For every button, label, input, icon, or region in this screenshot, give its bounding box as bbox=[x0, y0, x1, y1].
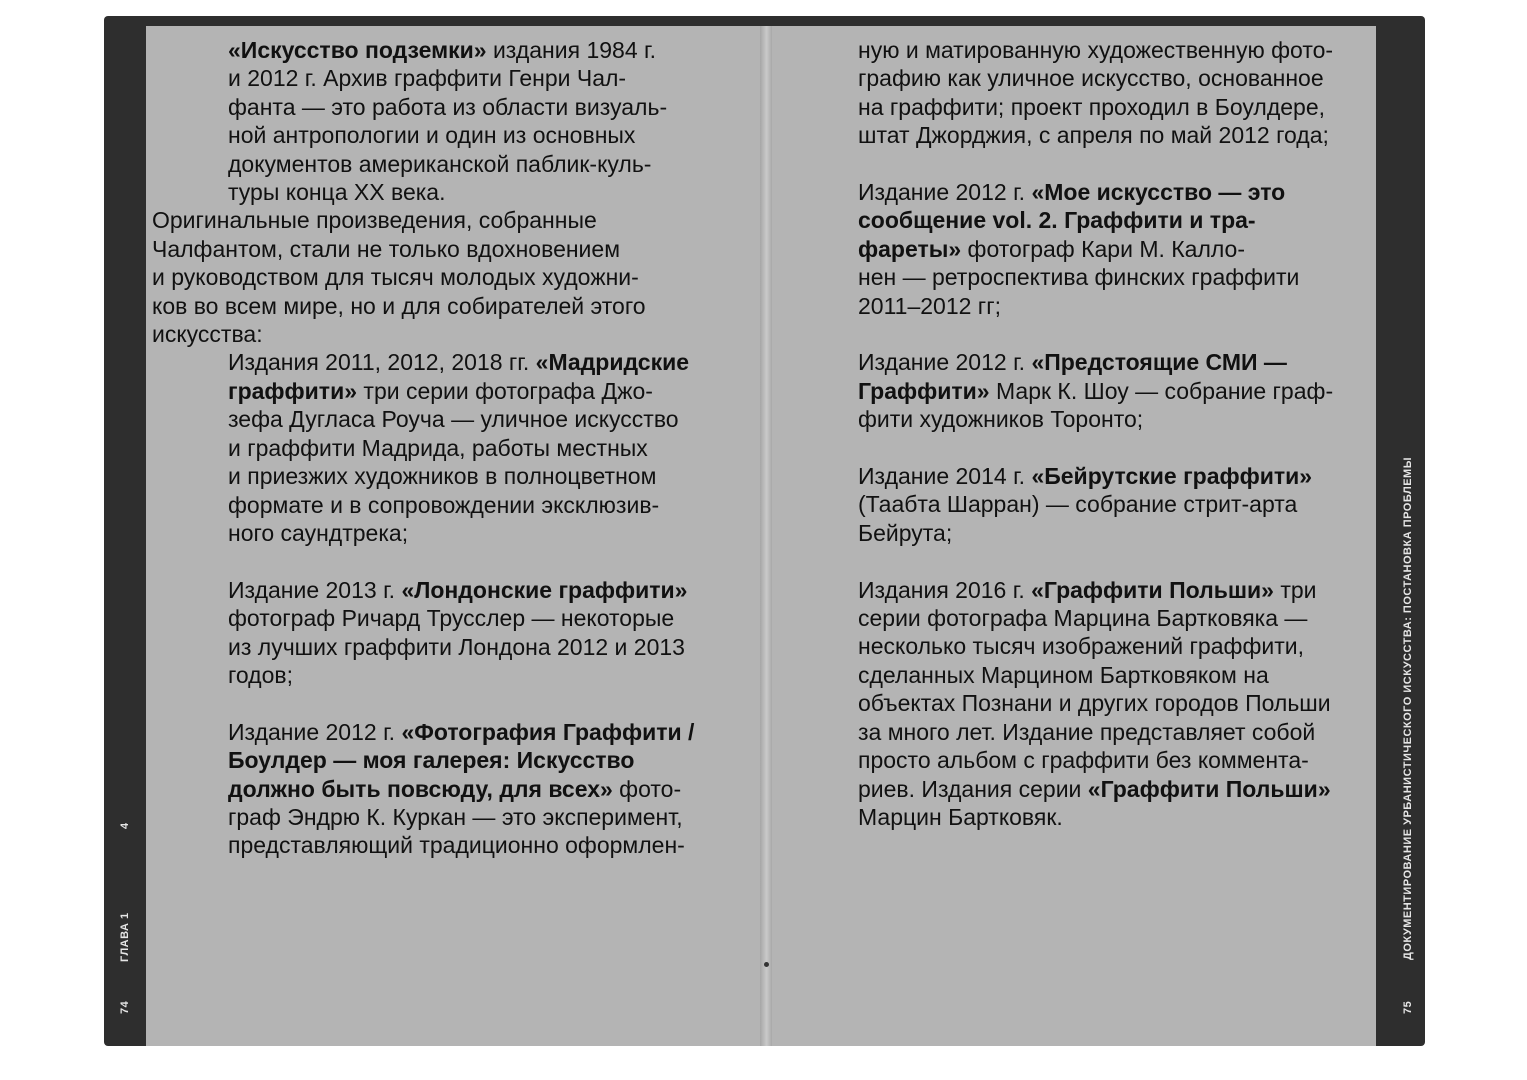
text-run: ной антропологии и один из основных bbox=[228, 122, 636, 149]
text-line bbox=[858, 150, 1373, 178]
text-line bbox=[858, 320, 1373, 348]
right-page-text bbox=[858, 36, 1373, 831]
text-line bbox=[152, 178, 752, 206]
text-run: Марцин Бартковяк. bbox=[858, 803, 1063, 830]
text-run: Издание 2012 г. bbox=[858, 179, 1032, 206]
text-line bbox=[152, 519, 752, 547]
text-line bbox=[858, 746, 1373, 774]
text-run: штат Джорджия, с апреля по май 2012 года; bbox=[858, 122, 1329, 149]
left-page-text bbox=[152, 36, 752, 860]
text-line bbox=[858, 348, 1373, 376]
bold-title: Граффити» bbox=[858, 377, 990, 404]
text-line bbox=[152, 604, 752, 632]
text-run: документов американской паблик-куль- bbox=[228, 150, 652, 177]
bold-title: «Граффити Польши» bbox=[1031, 576, 1274, 603]
text-line bbox=[858, 632, 1373, 660]
text-line bbox=[152, 633, 752, 661]
text-run: три bbox=[1273, 576, 1317, 603]
text-run: Издание 2012 г. bbox=[228, 718, 402, 745]
text-run: ков во всем мире, но и для собирателей этого bbox=[152, 292, 646, 319]
text-run: Издание 2014 г. bbox=[858, 463, 1032, 490]
text-line bbox=[858, 547, 1373, 575]
text-line bbox=[152, 263, 752, 291]
text-line bbox=[152, 292, 752, 320]
bold-title: «Лондонские граффити» bbox=[401, 576, 688, 603]
text-line bbox=[152, 36, 752, 64]
text-line bbox=[858, 405, 1373, 433]
text-line bbox=[858, 292, 1373, 320]
text-run: и руководством для тысяч молодых художни- bbox=[152, 264, 639, 291]
text-line bbox=[152, 689, 752, 717]
text-run: ного саундтрека; bbox=[228, 519, 409, 546]
text-run: Издание 2012 г. bbox=[858, 349, 1032, 376]
text-line bbox=[858, 121, 1373, 149]
text-line bbox=[858, 604, 1373, 632]
text-run: фотограф Кари М. Калло- bbox=[961, 235, 1246, 262]
text-run: искусства: bbox=[152, 321, 263, 348]
text-line bbox=[152, 746, 752, 774]
text-run: за много лет. Издание представляет собой bbox=[858, 718, 1316, 745]
text-run: годов; bbox=[228, 661, 293, 688]
text-line bbox=[858, 490, 1373, 518]
bold-title: Боулдер — моя галерея: Искусство bbox=[228, 747, 635, 774]
text-run: Чалфантом, стали не только вдохновением bbox=[152, 235, 621, 262]
bold-title: граффити» bbox=[228, 377, 358, 404]
text-run: из лучших граффити Лондона 2012 и 2013 bbox=[228, 633, 685, 660]
text-run: фити художников Торонто; bbox=[858, 406, 1144, 433]
right-page-number: 75 bbox=[1402, 1000, 1414, 1014]
text-run: Издания 2011, 2012, 2018 гг. bbox=[228, 349, 536, 376]
text-line bbox=[152, 718, 752, 746]
text-run: туры конца XX века. bbox=[228, 179, 446, 206]
text-line bbox=[152, 462, 752, 490]
chapter-label: ГЛАВА 1 bbox=[119, 912, 131, 962]
running-head: ДОКУМЕНТИРОВАНИЕ УРБАНИСТИЧЕСКОГО ИСКУССТВА: ПОСТАНОВКА ПРОБЛЕМЫ bbox=[1402, 457, 1414, 960]
bold-title: «Мое искусство — это bbox=[1031, 179, 1286, 206]
text-run: Оригинальные произведения, собранные bbox=[152, 207, 597, 234]
text-run: 2011–2012 гг; bbox=[858, 292, 1001, 319]
text-line bbox=[858, 434, 1373, 462]
text-run: и приезжих художников в полноцветном bbox=[228, 463, 657, 490]
text-run: риев. Издания серии bbox=[858, 775, 1088, 802]
text-line bbox=[858, 661, 1373, 689]
text-run: фанта — это работа из области визуаль- bbox=[228, 93, 668, 120]
text-run: нен — ретроспектива финских граффити bbox=[858, 264, 1300, 291]
text-line bbox=[152, 831, 752, 859]
bold-title: должно быть повсюду, для всех» bbox=[228, 775, 613, 802]
text-line bbox=[152, 235, 752, 263]
text-run: Марк К. Шоу — собрание граф- bbox=[989, 377, 1334, 404]
bold-title: «Искусство подземки» bbox=[228, 37, 487, 63]
text-line bbox=[858, 803, 1373, 831]
text-line bbox=[858, 462, 1373, 490]
bold-title: сообщение vol. 2. Граффити и тра- bbox=[858, 207, 1256, 234]
section-number: 4 bbox=[119, 822, 131, 829]
text-line bbox=[152, 576, 752, 604]
text-line bbox=[858, 377, 1373, 405]
text-line bbox=[858, 36, 1373, 64]
text-line bbox=[152, 64, 752, 92]
text-line bbox=[152, 434, 752, 462]
text-line bbox=[858, 718, 1373, 746]
text-line bbox=[858, 689, 1373, 717]
text-run: издания 1984 г. bbox=[486, 37, 656, 63]
bold-title: «Мадридские bbox=[535, 349, 690, 376]
text-run: на граффити; проект проходил в Боулдере, bbox=[858, 93, 1326, 120]
text-run: зефа Дугласа Роуча — уличное искусство bbox=[228, 406, 679, 433]
bold-title: «Граффити Польши» bbox=[1087, 775, 1331, 802]
bold-title: «Бейрутские граффити» bbox=[1031, 463, 1313, 490]
text-run: ную и матированную художественную фото- bbox=[858, 37, 1334, 63]
book-gutter bbox=[760, 26, 772, 1046]
text-line bbox=[152, 661, 752, 689]
text-line bbox=[152, 547, 752, 575]
text-line bbox=[858, 775, 1373, 803]
text-line bbox=[152, 320, 752, 348]
gutter-mark bbox=[764, 962, 769, 967]
text-line bbox=[152, 405, 752, 433]
text-run: три серии фотографа Джо- bbox=[357, 377, 653, 404]
text-line bbox=[152, 150, 752, 178]
text-line bbox=[152, 206, 752, 234]
text-run: Бейрута; bbox=[858, 519, 953, 546]
text-line bbox=[858, 263, 1373, 291]
text-line bbox=[858, 178, 1373, 206]
bold-title: «Предстоящие СМИ — bbox=[1031, 349, 1287, 376]
text-run: объектах Познани и других городов Польши bbox=[858, 690, 1331, 717]
text-run: представляющий традиционно оформлен- bbox=[228, 832, 685, 859]
text-run: несколько тысяч изображений граффити, bbox=[858, 633, 1304, 660]
bold-title: фареты» bbox=[858, 235, 962, 262]
text-run: сделанных Марцином Бартковяком на bbox=[858, 661, 1269, 688]
text-line bbox=[858, 64, 1373, 92]
text-line bbox=[152, 121, 752, 149]
text-run: граф Эндрю К. Куркан — это эксперимент, bbox=[228, 803, 683, 830]
text-line bbox=[858, 93, 1373, 121]
text-line bbox=[152, 803, 752, 831]
text-line bbox=[152, 377, 752, 405]
text-line bbox=[858, 576, 1373, 604]
text-run: формате и в сопровождении эксклюзив- bbox=[228, 491, 660, 518]
text-line bbox=[858, 235, 1373, 263]
text-line bbox=[152, 775, 752, 803]
text-line bbox=[858, 519, 1373, 547]
text-run: и граффити Мадрида, работы местных bbox=[228, 434, 648, 461]
bold-title: «Фотография Граффити / bbox=[401, 718, 695, 745]
text-run: фотограф Ричард Трусслер — некоторые bbox=[228, 605, 675, 632]
text-run: фото- bbox=[612, 775, 682, 802]
text-line bbox=[152, 348, 752, 376]
text-run: Издание 2013 г. bbox=[228, 576, 402, 603]
text-run: серии фотографа Марцина Бартковяка — bbox=[858, 605, 1308, 632]
text-line bbox=[858, 206, 1373, 234]
text-run: просто альбом с граффити без коммента- bbox=[858, 747, 1309, 774]
text-line bbox=[152, 491, 752, 519]
text-run: графию как уличное искусство, основанное bbox=[858, 65, 1324, 92]
text-run: Издания 2016 г. bbox=[858, 576, 1032, 603]
text-line bbox=[152, 93, 752, 121]
left-page-number: 74 bbox=[119, 1000, 131, 1014]
text-run: (Таабта Шарран) — собрание стрит-арта bbox=[858, 491, 1298, 518]
text-run: и 2012 г. Архив граффити Генри Чал- bbox=[228, 65, 627, 92]
